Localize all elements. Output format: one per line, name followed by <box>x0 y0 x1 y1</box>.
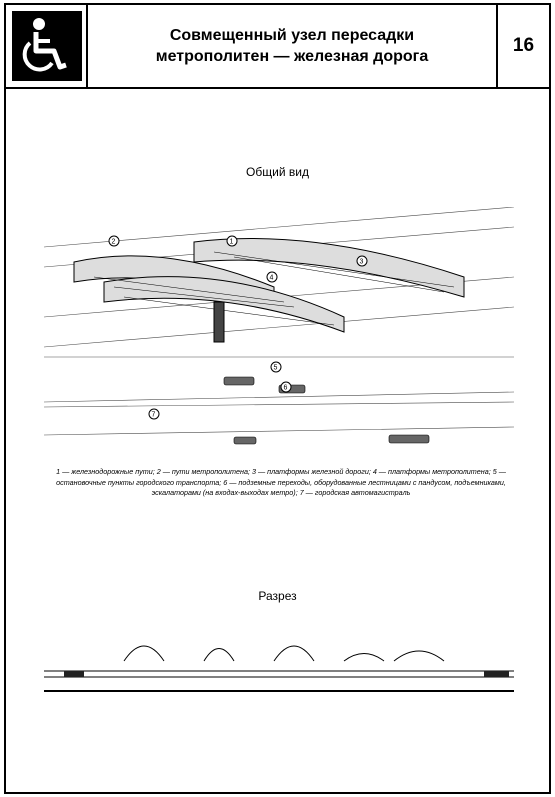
section-heading: Разрез <box>258 589 297 603</box>
title-box <box>88 5 498 87</box>
section-drawing <box>44 621 514 701</box>
wheelchair-icon <box>12 11 82 81</box>
page-title: Совмещенный узел пересадки метрополитен — железная дорога <box>155 27 429 65</box>
overview-caption: 1 — железнодорожные пути; 2 — пути метрополитена; 3 — платформы железной дороги; 4 — платформы метрополитена; 5 — остановочные пункты городского транспорта; 6 — подземные переходы, оборудованные лестницами с пандусом, подъемниками, эскалаторами (на входах-выходах метро); 7 — городская автомагистраль <box>56 467 506 497</box>
callout-3: 3 <box>359 258 364 266</box>
overview-heading: Общий вид <box>246 165 309 179</box>
accessibility-logo <box>6 5 88 87</box>
callout-2: 2 <box>111 238 116 246</box>
page-number: 16 <box>512 35 535 56</box>
overview-drawing <box>44 207 514 459</box>
page-sheet <box>4 3 551 794</box>
callout-6: 6 <box>283 384 288 392</box>
callout-1: 1 <box>229 238 234 246</box>
callout-4: 4 <box>269 274 274 282</box>
header <box>6 5 549 89</box>
callout-5: 5 <box>273 364 278 372</box>
callout-7: 7 <box>151 411 156 419</box>
page-number-box <box>498 5 549 87</box>
